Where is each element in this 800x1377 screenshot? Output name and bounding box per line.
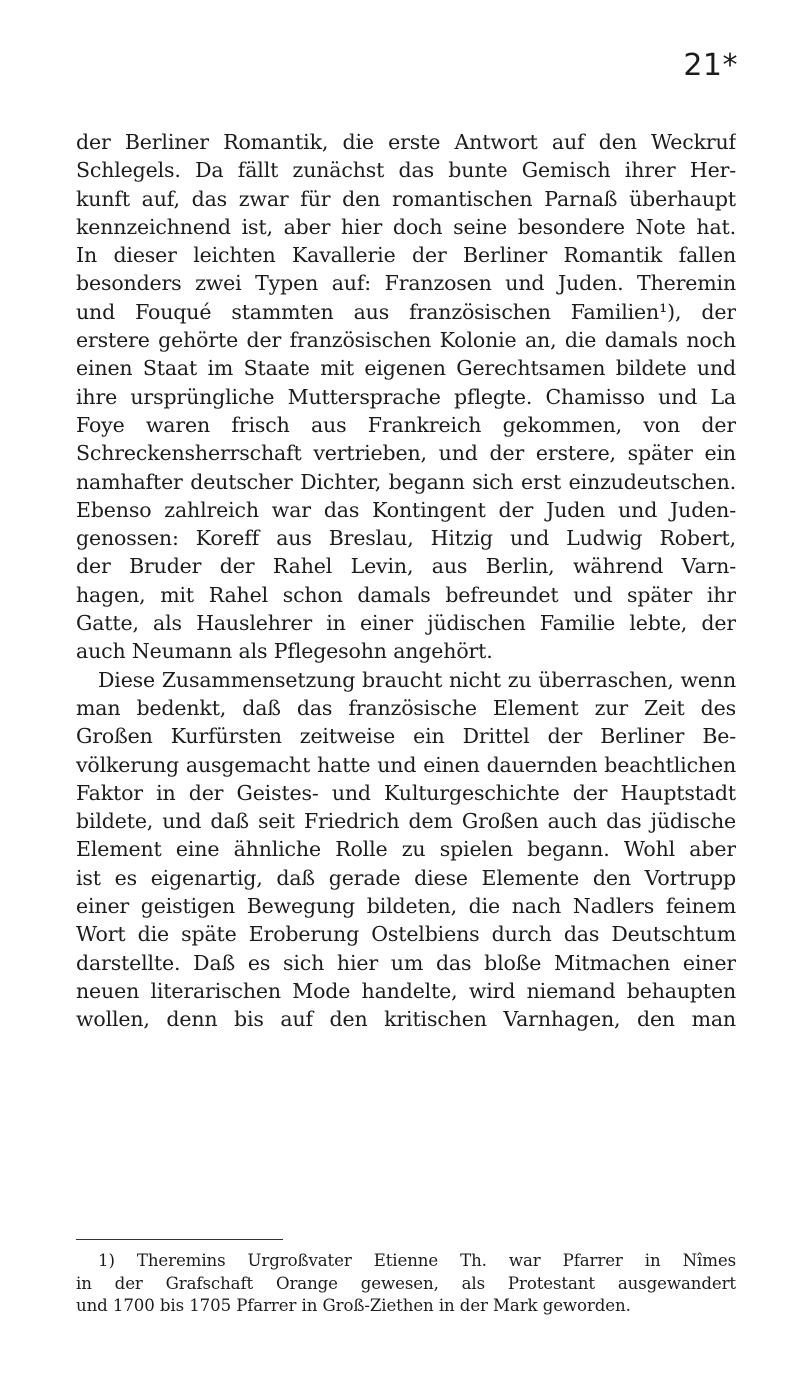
text-line: In dieser leichten Kavallerie der Berliner Romantik fallen [76,243,736,268]
footnote-line: und 1700 bis 1705 Pfarrer in Groß-Ziethen in der Mark geworden. [76,1296,631,1315]
text-line: kennzeichnend ist, aber hier doch seine besondere Note hat. [76,214,736,239]
footnote-divider [76,1239,283,1240]
text-line: Foye waren frisch aus Frankreich gekommen, von der [76,412,736,437]
body-text [76,128,736,1034]
text-line: ist es eigenartig, daß gerade diese Elemente den Vortrupp [76,865,736,890]
text-line: der Bruder der Rahel Levin, aus Berlin, während Varn- [76,554,736,579]
text-line: namhafter deutscher Dichter, begann sich erst einzudeutschen. [76,469,736,494]
text-line: darstellte. Daß es sich hier um das bloße Mitmachen einer [76,950,736,975]
text-line: der Berliner Romantik, die erste Antwort auf den Weckruf [76,130,736,154]
text-line: wollen, denn bis auf den kritischen Varnhagen, den man [76,1007,736,1032]
text-line: Schlegels. Da fällt zunächst das bunte Gemisch ihrer Her- [76,158,736,183]
text-line: und Fouqué stammten aus französischen Familien¹), der [76,299,736,324]
text-line: Diese Zusammensetzung braucht nicht zu überraschen, wenn [98,667,736,692]
text-line: neuen literarischen Mode handelte, wird niemand behaupten [76,978,736,1003]
text-line: erstere gehörte der französischen Kolonie an, die damals noch [76,328,736,353]
text-line: einer geistigen Bewegung bildeten, die nach Nadlers feinem [76,894,736,919]
text-line: ihre ursprüngliche Muttersprache pflegte. Chamisso und La [76,384,736,409]
text-line: Großen Kurfürsten zeitweise ein Drittel der Berliner Be- [76,724,736,749]
text-line: bildete, und daß seit Friedrich dem Großen auch das jüdische [76,809,736,834]
text-line: besonders zwei Typen auf: Franzosen und Juden. Theremin [76,271,736,296]
text-line: genossen: Koreff aus Breslau, Hitzig und Ludwig Robert, [76,526,736,551]
text-line: kunft auf, das zwar für den romantischen Parnaß überhaupt [76,186,736,211]
page-number: 21* [683,48,738,83]
text-line: man bedenkt, daß das französische Element zur Zeit des [76,695,736,720]
text-line: Element eine ähnliche Rolle zu spielen begann. Wohl aber [76,837,736,862]
footnote-line: 1) Theremins Urgroßvater Etienne Th. war Pfarrer in Nîmes [98,1251,736,1270]
text-line: einen Staat im Staate mit eigenen Gerechtsamen bildete und [76,356,736,381]
text-line: völkerung ausgemacht hatte und einen dauernden beachtlichen [76,752,736,777]
text-line: Schreckensherrschaft vertrieben, und der erstere, später ein [76,441,736,466]
text-line: Gatte, als Hauslehrer in einer jüdischen Familie lebte, der [76,611,736,636]
text-line: Wort die späte Eroberung Ostelbiens durch das Deutschtum [76,922,736,947]
footnote-line: in der Grafschaft Orange gewesen, als Protestant ausgewandert [76,1273,736,1293]
text-line: hagen, mit Rahel schon damals befreundet und später ihr [76,582,736,607]
text-line: Faktor in der Geistes- und Kulturgeschichte der Hauptstadt [76,780,736,805]
text-line: auch Neumann als Pflegesohn angehört. [76,639,493,664]
text-line: Ebenso zahlreich war das Kontingent der Juden und Juden- [76,497,736,522]
footnotes [76,1250,736,1318]
